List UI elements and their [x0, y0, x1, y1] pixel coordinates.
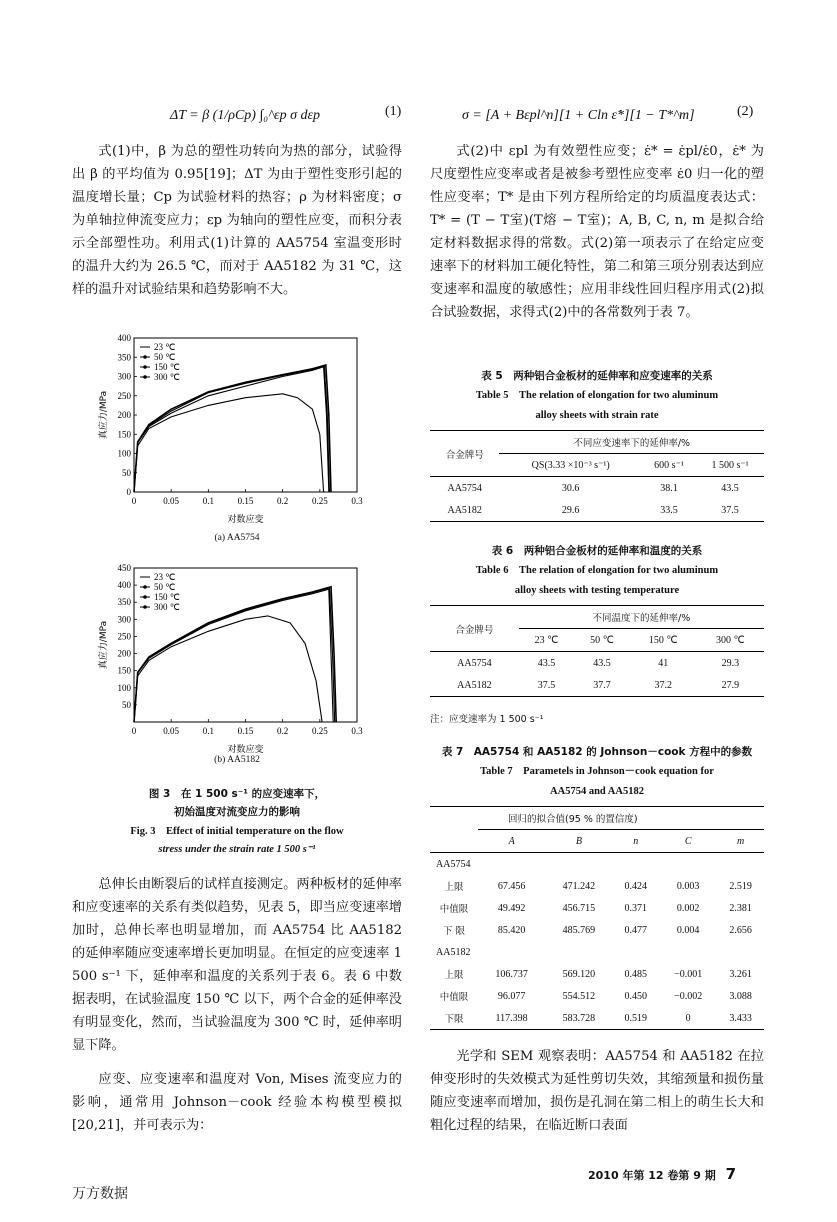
equation-2 [462, 104, 762, 134]
table-cell: −0.001 [674, 968, 703, 980]
x-tick-label: 0.15 [237, 726, 254, 736]
table-cell: 106.737 [495, 968, 528, 980]
y-tick-label: 400 [117, 580, 131, 591]
table-cell: 67.456 [497, 880, 526, 892]
table-row [430, 1007, 764, 1030]
equation-2-text: σ = [A + Bεpl^n][1 + Cln ε̇*][1 − T*^m] [462, 108, 695, 123]
page-info [588, 1165, 736, 1183]
table-5-title-cn: 表 5 两种铝合金板材的延伸率和应变速率的关系 [481, 370, 713, 382]
table-cell: 456.715 [562, 902, 596, 914]
table-7-col-n: n [613, 830, 660, 853]
y-tick-label: 50 [122, 467, 131, 478]
table-cell: 37.5 [519, 674, 574, 697]
table-7-title-cn: 表 7 AA5754 和 AA5182 的 Johnson－cook 方程中的参数 [441, 746, 753, 758]
table-cell: 27.9 [697, 674, 764, 697]
legend-label: 50 ℃ [154, 352, 176, 362]
table-cell: 41 [658, 657, 669, 669]
table-cell: 中值限 [439, 992, 469, 1003]
table-cell: 29.6 [499, 499, 642, 522]
y-tick-label: 400 [117, 333, 131, 343]
table-cell: 43.5 [537, 657, 556, 669]
watermark: 万方数据 [72, 1186, 128, 1202]
y-tick-label: 0 [126, 487, 131, 497]
figure-3-caption-en: Fig. 3 Effect of initial temperature on the flow [130, 826, 344, 837]
table-cell: 3.088 [729, 990, 752, 1002]
table-row [430, 875, 764, 897]
x-tick-label: 0.2 [277, 726, 289, 736]
table-cell: AA5182 [430, 499, 499, 522]
legend-marker [143, 595, 147, 599]
x-tick-label: 0.2 [277, 496, 289, 506]
table-7-col-C: C [659, 830, 717, 853]
right-paragraph-2: 光学和 SEM 观察表明：AA5754 和 AA5182 在拉伸变形时的失效模式为延性剪切失效，其缩颈量和损伤量随应变速率而增加，损伤是孔洞在第二相上的萌生长大和粗化过程的结果，在临近断口表面 [430, 1049, 764, 1133]
table-cell: 3.261 [729, 968, 752, 980]
left-paragraph-1: 式(1)中，β 为总的塑性功转向为热的部分，试验得出 β 的平均值为 0.95[19]；ΔT 为由于塑性变形引起的温度增长量；Cp 为试验材料的热容；ρ 为材料密度；σ 为单轴拉伸流变应力；εp 为轴向的塑性应变，而积分表示全部塑性功。利用式(1)计算的 AA5754 室温变形时的温升大约为 26.5 ℃，而对于 AA5182 为 31 ℃，这样的温升对试验结果和趋势影响不大。 [72, 144, 402, 297]
table-cell: 0.450 [624, 990, 648, 1002]
y-tick-label: 300 [117, 614, 131, 625]
series-line-4 [134, 394, 324, 492]
table-cell: 38.1 [660, 482, 678, 494]
legend-label: 150 ℃ [154, 592, 180, 602]
y-tick-label: 250 [117, 390, 131, 401]
table-cell: 0.485 [624, 968, 648, 980]
y-axis-label: 真应力/MPa [99, 620, 109, 670]
table-cell: AA5754 [457, 657, 492, 669]
table-6-note: 注：应变速率为 1 500 s⁻¹ [430, 714, 544, 725]
table-cell: 43.5 [721, 482, 739, 494]
table-7-col-A: A [478, 830, 545, 853]
series-line-2 [134, 366, 330, 492]
table-cell: 37.2 [630, 674, 697, 697]
table-6-grid [430, 605, 764, 697]
table-5 [430, 366, 764, 522]
table-cell: 33.5 [642, 499, 696, 522]
table-cell: 0.477 [624, 924, 648, 936]
table-6-header-alloy: 合金牌号 [430, 606, 519, 652]
table-7-title-en: Table 7 Parametels in Johnson－cook equation for [480, 766, 714, 777]
table-cell: 中值限 [439, 904, 469, 915]
table-7-col-m: m [717, 830, 764, 853]
table-cell: 96.077 [497, 990, 526, 1002]
table-cell: 471.242 [562, 880, 596, 892]
table-cell: AA5754 [447, 482, 482, 494]
right-paragraph-1: 式(2)中 εpl 为有效塑性应变；ε̇* = ε̇pl/ε̇0，ε̇* 为尺度塑性应变率或者是被参考塑性应变率 ε̇0 归一化的塑性应变率；T* 是由下列方程所给定的均质温度表达式：T* = (T − T室)(T熔 − T室)；A, B, C, n, m 是拟合给定材料数据求得的常数。式(2)第一项表示了在给定应变速率下的材料加工硬化特性，第二和第三项分别表达到应变速率和温度的敏感性；应用非线性回归程序用式(2)拟合试验数据，求得式(2)中的各常数列于表 7。 [430, 144, 764, 320]
table-6-col-3: 150 ℃ [630, 629, 697, 652]
figure-3-caption-en-2: stress under the strain rate 1 500 s⁻¹ [158, 844, 316, 855]
chart-a-subcaption: (a) AA5754 [214, 533, 260, 543]
table-group-label: AA5754 [436, 858, 471, 870]
y-tick-label: 100 [117, 682, 131, 693]
issue-info: 2010 年第 12 卷第 9 期 [588, 1169, 716, 1182]
table-cell: 43.5 [593, 657, 611, 669]
x-axis-label: 对数应变 [227, 515, 264, 525]
x-tick-label: 0 [131, 726, 137, 736]
legend-label: 300 ℃ [154, 372, 180, 382]
table-5-title-en: Table 5 The relation of elongation for two aluminum [475, 390, 719, 401]
table-5-col-3: 1 500 s⁻¹ [696, 454, 764, 477]
table-7 [430, 742, 764, 1030]
x-tick-label: 0.25 [311, 726, 328, 736]
table-group-label: AA5182 [436, 946, 471, 958]
table-row [430, 674, 764, 697]
x-axis-label: 对数应变 [227, 745, 264, 755]
table-6-col-4: 300 ℃ [697, 629, 764, 652]
table-6 [430, 541, 764, 725]
legend-marker [143, 605, 147, 609]
y-tick-label: 350 [117, 597, 131, 608]
table-cell: −0.002 [674, 990, 703, 1002]
table-cell: 0.424 [624, 880, 648, 892]
table-cell: 30.6 [561, 482, 580, 494]
table-6-header-group: 不同温度下的延伸率/% [519, 606, 764, 629]
legend-label: 23 ℃ [154, 572, 176, 582]
figure-3 [72, 330, 402, 855]
table-5-col-2: 600 s⁻¹ [642, 454, 696, 477]
y-tick-label: 200 [117, 648, 131, 659]
x-tick-label: 0.25 [311, 496, 328, 506]
y-tick-label: 450 [117, 563, 131, 573]
table-cell: 下 限 [442, 926, 466, 937]
table-row [430, 499, 764, 522]
legend-marker [143, 375, 147, 379]
table-cell: 0 [659, 1007, 717, 1030]
table-group-row [430, 941, 764, 963]
table-6-col-2: 50 ℃ [574, 629, 629, 652]
series-line-1 [134, 365, 331, 492]
table-6-title-en-2: alloy sheets with testing temperature [514, 585, 680, 596]
table-cell: 0.002 [676, 902, 700, 914]
y-tick-label: 100 [117, 448, 131, 459]
table-cell: 37.7 [574, 674, 629, 697]
table-row [430, 985, 764, 1007]
legend-label: 23 ℃ [154, 342, 176, 352]
chart-b [72, 560, 402, 775]
table-row [430, 652, 764, 675]
left-paragraph-2: 总伸长由断裂后的试样直接测定。两种板材的延伸率和应变速率的关系有类似趋势，见表 5，即当应变速率增加时，总伸长率也明显增加，而 AA5754 比 AA5182 的延伸率随应变速率增长更加明显。在恒定的应变速率 1 500 s⁻¹ 下，延伸率和温度的关系列于表 6。表 6 中数据表明，在试验温度 150 ℃ 以下，两个合金的延伸率没有明显变化，然而，当试验温度为 300 ℃ 时，延伸率明显下降。 [72, 877, 402, 1053]
table-7-header-group: 回归的拟合值(95 % 的置信度) [478, 807, 764, 830]
table-cell: 0.519 [613, 1007, 660, 1030]
x-tick-label: 0.1 [202, 726, 214, 736]
table-cell: 上限 [444, 882, 464, 893]
equation-1-number: (1) [385, 104, 402, 119]
table-cell: 85.420 [497, 924, 526, 936]
x-tick-label: 0.05 [163, 726, 180, 736]
table-row [430, 477, 764, 500]
x-tick-label: 0.3 [351, 496, 363, 506]
page-number: 7 [725, 1165, 737, 1183]
table-5-col-1: QS(3.33 ×10⁻³ s⁻¹) [499, 454, 642, 477]
table-5-grid [430, 430, 764, 522]
legend-marker [143, 365, 147, 369]
table-cell: 117.398 [478, 1007, 545, 1030]
table-7-title-en-2: AA5754 and AA5182 [550, 786, 644, 797]
table-row [430, 963, 764, 985]
series-line-4 [134, 616, 322, 722]
x-tick-label: 0.05 [163, 496, 180, 506]
table-5-header-group: 不同应变速率下的延伸率/% [499, 431, 764, 454]
equation-2-number: (2) [737, 104, 754, 119]
legend-label: 300 ℃ [154, 602, 180, 612]
y-tick-label: 350 [117, 352, 131, 363]
table-5-title-en-2: alloy sheets with strain rate [535, 410, 659, 421]
table-cell: 2.519 [729, 880, 752, 892]
x-tick-label: 0.15 [237, 496, 254, 506]
y-tick-label: 150 [117, 429, 131, 440]
figure-3-caption-cn: 图 3 在 1 500 s⁻¹ 的应变速率下， [148, 788, 326, 800]
table-6-title-en: Table 6 The relation of elongation for two aluminum [475, 565, 719, 576]
table-cell: AA5182 [430, 674, 519, 697]
table-cell: 0.003 [676, 880, 700, 892]
table-7-grid [430, 806, 764, 1030]
table-cell: 569.120 [562, 968, 596, 980]
x-tick-label: 0 [131, 496, 137, 506]
chart-a [72, 330, 402, 545]
y-tick-label: 150 [117, 665, 131, 676]
y-tick-label: 50 [122, 699, 131, 710]
legend-label: 50 ℃ [154, 582, 176, 592]
equation-1-text: ΔT = β (1/ρCp) ∫₀^εp σ dεp [170, 108, 320, 123]
x-tick-label: 0.3 [351, 726, 363, 736]
x-tick-label: 0.1 [202, 496, 214, 506]
left-paragraph-3: 应变、应变速率和温度对 Von, Mises 流变应力的影响，通常用 Johnson－cook 经验本构模型模拟[20,21]，并可表示为： [72, 1072, 402, 1133]
table-cell: 下限 [430, 1007, 478, 1030]
table-7-col-B: B [545, 830, 612, 853]
table-cell: 583.728 [545, 1007, 612, 1030]
table-cell: 49.492 [497, 902, 526, 914]
figure-3-caption-cn-2: 初始温度对流变应力的影响 [174, 806, 300, 818]
equation-1 [170, 104, 410, 134]
table-group-row [430, 853, 764, 876]
table-cell: 上限 [444, 970, 464, 981]
table-cell: 3.433 [717, 1007, 764, 1030]
y-tick-label: 250 [117, 631, 131, 642]
y-tick-label: 200 [117, 410, 131, 420]
y-tick-label: 300 [117, 371, 131, 382]
table-cell: 2.381 [729, 902, 752, 914]
table-5-header-alloy: 合金牌号 [430, 431, 499, 477]
table-cell: 37.5 [696, 499, 764, 522]
table-row [430, 919, 764, 941]
legend-marker [143, 585, 147, 589]
legend-label: 150 ℃ [154, 362, 180, 372]
table-6-title-cn: 表 6 两种铝合金板材的延伸率和温度的关系 [491, 545, 703, 557]
chart-b-subcaption: (b) AA5182 [214, 755, 260, 765]
table-cell: 485.769 [562, 924, 596, 936]
table-row [430, 897, 764, 919]
table-cell: 0.371 [624, 902, 648, 914]
table-6-col-1: 23 ℃ [519, 629, 574, 652]
table-cell: 2.656 [729, 924, 752, 936]
y-axis-label: 真应力/MPa [99, 390, 109, 440]
legend-marker [143, 355, 147, 359]
table-cell: 0.004 [676, 924, 700, 936]
table-cell: 29.3 [721, 657, 740, 669]
table-cell: 554.512 [562, 990, 596, 1002]
